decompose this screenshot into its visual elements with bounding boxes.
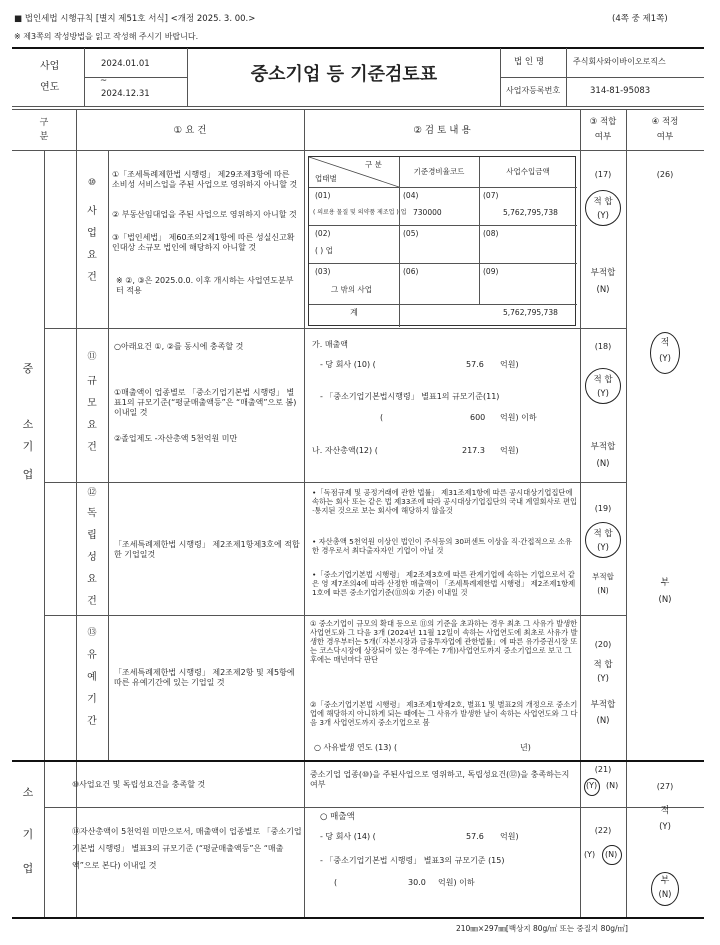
business-fit-yes: 적 합 — [593, 197, 613, 207]
small-req-1: ⑩사업요건 및 독립성요건을 충족할 것 — [72, 780, 206, 789]
col-requirement: ① 요 건 — [173, 125, 207, 136]
page-indicator: (4쪽 중 제1쪽) — [612, 14, 668, 24]
reg-no-label: 사업자등록번호 — [506, 86, 561, 95]
paper-spec: 210㎜×297㎜[백상지 80g/㎡ 또는 중질지 80g/㎡] — [456, 924, 628, 933]
grace-rev-1: ① 중소기업이 규모의 확대 등으로 ⑪의 기준을 초과하는 경우 최초 그 사유가 발생한 사업연도와 그 다음 3개 (2024년 11월 12일이 속하는 사업연도에 최초로 사유가 발생한 경우부터는 5개(「자본시장과 금융투자업에 관한법률」에 따른 유가증권시장 또는 코스닥시장에 상장되어 있는 경우에는 7개))사업연도까지 중소기업으로 보고 그 후에는 매년마다 판단 — [310, 619, 578, 665]
sme-total-no: (26) — [656, 170, 674, 179]
small-rev-1: 중소기업 업종(⑩)을 주된사업으로 영위하고, 독립성요건(⑫)을 충족하는지 여부 — [310, 770, 570, 789]
industry-name-1: ( 의료용 물질 및 의약품 제조업 ) 업 — [313, 209, 407, 216]
top-border — [12, 47, 704, 49]
grace-req: 「조세특례제한법 시행령」 제2조제2항 및 제5항에 따른 유예기간에 있는 기업일 것 — [114, 668, 295, 687]
independence-rev-3: •「중소기업기본법 시행령」 제2조제3호에 따른 관계기업에 속하는 기업으로서 같은 영 제7조의4에 따라 산정한 매출액이 「조세특례제한법 시행령」 제2조제1항제1호에 따른 중소기업기준(⑪의① 기준) 이내일 것 — [312, 570, 576, 598]
corp-name: 주식회사와이바이오로직스 — [573, 57, 666, 66]
industry-amount-total: 5,762,795,738 — [503, 308, 558, 317]
reg-no: 314-81-95083 — [590, 86, 651, 96]
small-req-2: ⑭자산총액이 5천억원 미만으로서, 매출액이 업종별로 「중소기업기본법 시행령」 별표3의 규모기준 (“평균매출액등”은 “매출액”으로 본다) 이내일 것 — [72, 827, 302, 870]
independence-rev-2: • 자산총액 5천억원 이상인 법인이 주식등의 30퍼센트 이상을 직·간접적으로 소유한 경우로서 최다출자자인 기업이 아닐 것 — [312, 537, 572, 556]
sme-total-yes: 적 — [660, 338, 670, 348]
small-standard: 30.0 — [408, 878, 426, 887]
col-review: ② 검 토 내 용 — [413, 125, 471, 136]
col-fit: ③ 적합 — [589, 117, 617, 127]
scale-req-1: ①매출액이 업종별로 「중소기업기본법 시행령」 별표1의 규모기준(“평균매출액등”은 “매출액”으로 봄) 이내일 것 — [114, 388, 297, 417]
form-reference: ■ 법인세법 시행규칙 [별지 제51호 서식] <개정 2025. 3. 00.> — [14, 14, 256, 24]
scale-company-sales: 57.6 — [466, 360, 484, 369]
year-label-2: 연도 — [40, 82, 60, 93]
small-total-no-label: 부 — [660, 876, 670, 886]
independence-fit-yes: 적 합 — [593, 529, 613, 539]
form-title: 중소기업 등 기준검토표 — [250, 64, 438, 85]
sme-section-label: 중 소 기 업 — [22, 362, 34, 481]
instruction-note: ※ 제3쪽의 작성방법을 읽고 작성해 주시기 바랍니다. — [14, 32, 199, 41]
small-fit2-no: (N) — [605, 850, 618, 859]
year-label: 사업 — [40, 61, 60, 72]
scale-total-assets: 217.3 — [462, 446, 485, 455]
independence-rev-1: •「독점규제 및 공정거래에 관한 법률」 제31조제1항에 따른 공시대상기업집단에 속하는 회사 또는 같은 법 제33조에 따라 공시대상기업집단의 국내 계열회사로 편입·통지된 것으로 보는 회사에 해당하지 않을것 — [312, 488, 578, 516]
small-total-no: (27) — [656, 782, 674, 791]
scale-req-2: ②졸업제도 -자산총액 5천억원 미만 — [114, 434, 238, 443]
scale-standard: 600 — [470, 413, 486, 422]
industry-amount-1: 5,762,795,738 — [503, 208, 558, 217]
col-division: 구 — [39, 118, 49, 128]
grace-rev-2: ②「중소기업기본법 시행령」 제3조제1항제2호, 별표1 및 별표2의 개정으로 중소기업에 해당하지 아니하게 되는 때에는 그 사유가 발생한 날이 속하는 사업연도와 그 다음 3개 사업연도까지 중소기업으로 봄 — [310, 700, 578, 728]
industry-table: 구 분 업태별 기준경비율코드 사업수입금액 (01) ( 의료용 물질 및 의약품 제조업 ) 업 (04) 730000 (07) 5,762,795,738 (02) ( ) 업 (05) (08) (03) 그 밖의 사업 (06) (09) 계 5,762,795,738 — [308, 156, 576, 326]
scale-req-intro: ○아래요건 ①, ②를 동시에 충족할 것 — [114, 342, 244, 351]
small-fit1-yes: (Y) — [586, 781, 598, 790]
business-req-3: ③「법인세법」 제60조의2제1항에 따른 성실신고확인대상 소규모 법인에 해당하지 아니할 것 — [112, 233, 295, 252]
business-req-note: ※ ②, ③은 2025.0.0. 이후 개시하는 사업연도분부터 적용 — [116, 276, 294, 295]
small-section-label: 소 기 업 — [22, 786, 34, 875]
grace-fit-yes: 적 합 — [593, 660, 613, 670]
independence-req: 「조세특례제한법 시행령」 제2조제1항제3호에 적합한 기업일것 — [114, 540, 300, 559]
period-start: 2024.01.01 — [101, 59, 150, 69]
period-tilde: ~ — [100, 76, 108, 86]
business-req-2: ② 부동산임대업을 주된 사업으로 영위하지 아니할 것 — [112, 210, 297, 219]
industry-code-1: 730000 — [413, 208, 442, 217]
col-fit-total: ④ 적정 — [651, 117, 679, 127]
scale-fit-yes: 적 합 — [593, 375, 613, 385]
bottom-border — [12, 917, 704, 919]
period-end: 2024.12.31 — [101, 89, 150, 99]
corp-name-label: 법 인 명 — [514, 57, 545, 67]
small-company-sales: 57.6 — [466, 832, 484, 841]
business-req-1: ①「조세특례제한법 시행령」 제29조제3항에 따른 소비성 서비스업을 주된 사업으로 영위하지 아니할 것 — [112, 170, 298, 189]
